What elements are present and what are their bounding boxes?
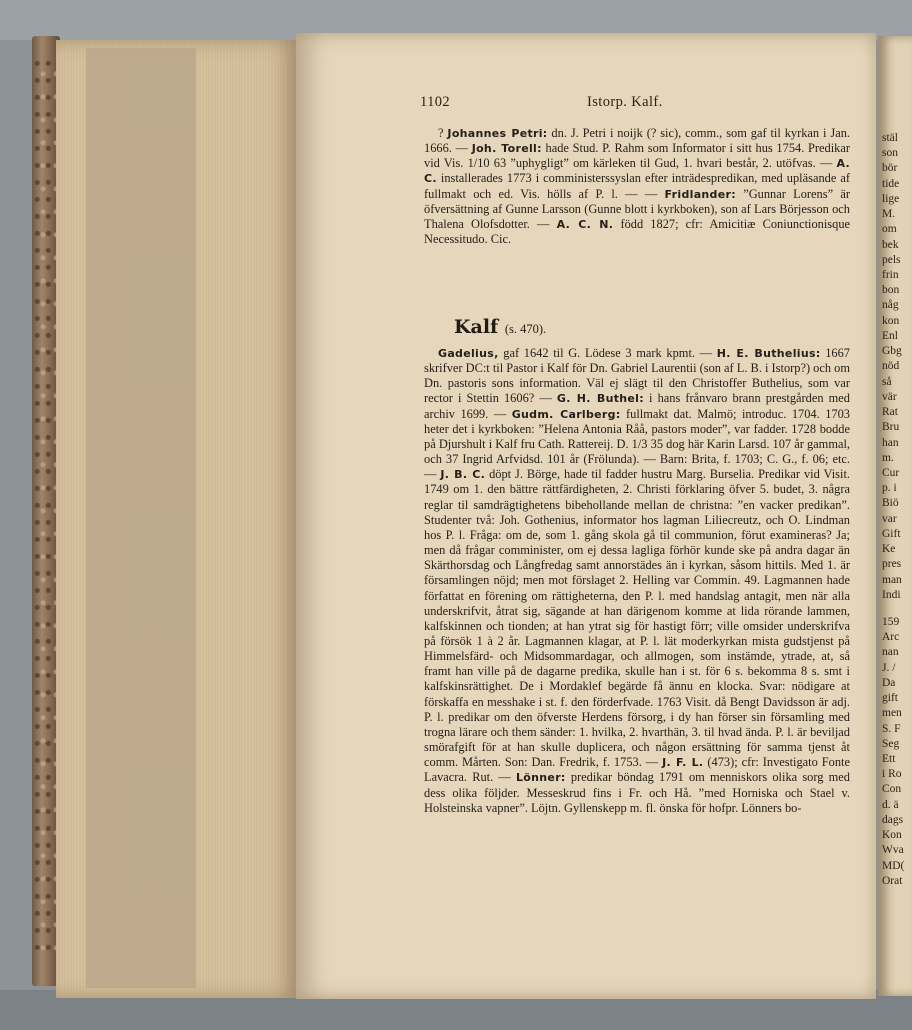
next-page-fragment: bek [882,238,899,251]
header-title: Istorp. Kalf. [587,94,663,110]
person-name: Johannes Petri: [447,127,548,140]
next-page-fragment: Ett [882,753,896,766]
next-page-fragment: Gbg [882,345,902,358]
next-page-fragment: men [882,707,902,720]
next-page-fragment: Gift [882,527,901,540]
next-page-fragment: Da [882,676,896,689]
next-page-fragment: bon [882,284,900,297]
next-page-fragment: Bru [882,421,900,434]
entry-text: dn. J. Petri i noijk (? sic), comm., som gaf til kyrkan i Jan. 1666. — [424,126,851,156]
next-page-fragment: nan [882,646,899,659]
next-page-fragment: Kon [882,829,902,842]
paragraph [424,346,850,816]
next-page-fragment: Con [882,783,902,796]
next-page-fragment: någ [882,299,899,312]
entry-text: ? [438,126,448,140]
person-name: Joh. Torell: [471,142,542,156]
entry-text: hade Stud. P. Rahm som Informator i sitt hus 1754. Predikar vid Vis. 1/10 63 ”uphygligt” om kärleken til Gud, 1. hvari består, 2. utöfvas. — [424,141,850,171]
person-name: Gudm. Carlberg: [511,407,621,421]
next-page-fragment: S. F [882,722,901,735]
next-page-fragment: Orat [882,874,903,887]
entry-text: gaf 1642 til G. Lödese 3 mark kpmt. — [498,346,717,360]
section-heading-kalf [454,316,546,338]
next-page-fragment: så [882,375,892,388]
binding-texture [34,60,56,960]
next-page-fragment: p. i [882,482,897,495]
next-page-fragment: lige [882,192,900,205]
next-page-fragment: Enl [882,329,898,342]
entry-text: född 1827; cfr: Amicitiæ Coniunctionisque Necessitudo. Cic. [424,216,851,247]
next-page-fragment: stäl [882,132,898,144]
next-page-fragment: man [882,573,902,586]
section-heading-title: Kalf [454,316,499,338]
next-page-fragment: MD( [882,859,905,872]
next-page-fragment: J. / [882,661,896,674]
page-block-shadow [86,48,196,988]
next-page-fragment: i Ro [882,768,902,781]
next-page-fragment: pres [882,558,902,571]
next-page-fragment: gift [882,692,898,705]
next-page-fragment: om [882,223,897,236]
next-page-fragment: Cur [882,466,900,479]
next-page-fragment: bör [882,162,898,175]
entry-text: predikar böndag 1791 om menniskors olika sorg med dess olika följder. Messeskrud fins i Fr. och Hå. ”med Horniska och Stael v. Holsteinska vapner”. Löjtn. Gyllenskepp m. fl. önska för hofpr. Lönners bo- [424,770,850,815]
next-page-fragment: Ke [882,543,896,556]
person-name: Gadelius, [438,347,499,360]
next-page-fragment: d. ä [882,798,899,811]
next-page-fragment: kon [882,314,900,327]
next-page-fragment: Rat [882,406,898,419]
next-page-fragment: pels [882,253,901,266]
next-page-fragment: Indi [882,588,901,601]
paragraph [424,126,850,247]
page-number: 1102 [420,94,451,110]
entry-text: ”Gunnar Lorens” är öfversättning af Gunne Larsson (Gunne blott i kyrkboken), son af Lars Börjesson och Thalena Olofsdotter. — [424,186,850,231]
next-page-edge [878,36,912,996]
next-page-fragment: son [882,147,898,160]
person-name: A. C. N. [556,217,614,231]
entry-text: (473); cfr: Investigato Fonte Lavacra. Rut. — [424,755,850,785]
entry-text: 1667 skrifver DC:t til Pastor i Kalf för Dn. Gabriel Laurentii (son af L. B. i Istorp?) och om Dn. pastoris sons information. Väl ej slägt til den Christoffer Buthelius, som var rector i Stettin 1606? — [424,346,851,406]
next-page-fragment: nöd [882,360,900,373]
next-page-fragment: Biö [882,497,899,510]
next-page-fragment: Wva [882,844,904,857]
next-page-fragment: frin [882,269,899,282]
next-page-fragment: Arc [882,631,900,644]
entry-text: installerades 1773 i comministerssyslan efter inträdespredikan, med upläsande af fullmakt och ed. Vis. hölls af P. l. — — [424,171,850,201]
next-page-fragment: han [882,436,899,449]
next-page-fragment: dags [882,813,904,826]
next-page-fragment: m. [882,451,894,464]
person-name: H. E. Buthelius: [716,347,821,360]
next-page-fragment: Seg [882,737,900,750]
next-page-fragment: M. [882,208,896,221]
entry-text: i hans frånvaro brann prestgården med archiv 1699. — [424,391,850,421]
entry-istorp-text [424,126,850,247]
person-name: Fridlander: [664,187,736,201]
next-page-fragment: vär [882,390,897,403]
person-name: Lönner: [516,771,566,785]
entry-text: fullmakt dat. Malmö; introduc. 1704. 1703 heter det i kyrkboken: ”Helena Antonia Råå, pastors moder”, var fadder. 1728 bodde på Djurshult i Kalf fru Cath. Rattereij. D. 1/3 35 dog här Karin Larsd. 107 år gammal, och 37 Ingrid Arfvidsd. 101 år (Frölunda). — Barn: Brita, f. 1703; C. G., f. 06; etc. — [424,406,850,482]
next-page-fragment: var [882,512,897,525]
section-heading-reference: (s. 470). [504,322,547,336]
entry-kalf-text [424,346,850,816]
person-name: G. H. Buthel: [556,392,644,406]
next-page-fragment: tide [882,177,900,190]
person-name: A. C. [424,157,850,186]
person-name: J. B. C. [440,468,486,482]
entry-text: döpt J. Börge, hade til fadder hustru Marg. Burselia. Predikar vid Visit. 1749 om 1. den bättre rättfärdigheten, 2. Christi förklaring öfver 5. budet, 3. några reglar til samdrägtighetens bibehollande mellan de christna: ”en vacker predikan”. Studenter två: Joh. Gothenius, informator hos lagman Liliecreutz, och O. Lindman hos P. l. Fråga: om de, som 1. gång skola gå til communion, förut examineras? Ja; men då frågar comminister, om ej dessa lagliga förhör kunde ske på andra dagar än Skärthorsdag och Långfredag samt annorstädes än i kyrkan, såsom hittils. Med 1. är församlingen nöjd; men mot förslaget 2. Helling var Commin. 49. Lagmannen hade författat en förening om rättigheterna, den P. l. med handslag antagit, men när alla underskrifvit, åtrat sig, sägande at han därigenom komme at lida rörande lammen, kalfskinnen och tionden; at han ytrat sig för hastigt förr; ville omsider underskrifva på försök 1 à 2 år. Lagmannen klagar, at P. l. lät moderkyrkan mista gudstjenst på Himmelsfärd- och Midsommardagar, och allmogen, som instämde, ytrade, at, så framt han ville på de dagarne predika, skulle han i st. för 6 s. bekomma 8 s. smt i kalfskinsrättighet. De i Mordaklef begärde få ännu en klocka. Svar: nödigare at förskaffa en messhake i st. f. den förderfvade. 1763 Visit. då Bengt Davidsson är adj. P. l. predikar om den öfverste Herdens försorg, i dy han förser sin församling med trogna lärare och them sänder: 1. hvilka, 2. hvarthän, 3. til hvad ända. P. l. är beviljad smörafgift för at han skulle duplicera, och någon ersättning för samma tjenst åt comm. Mårten. Son: Dan. Fredrik, f. 1753. — [424,467,850,770]
next-page-fragment: 159 [882,616,900,628]
person-name: J. F. L. [662,756,704,770]
